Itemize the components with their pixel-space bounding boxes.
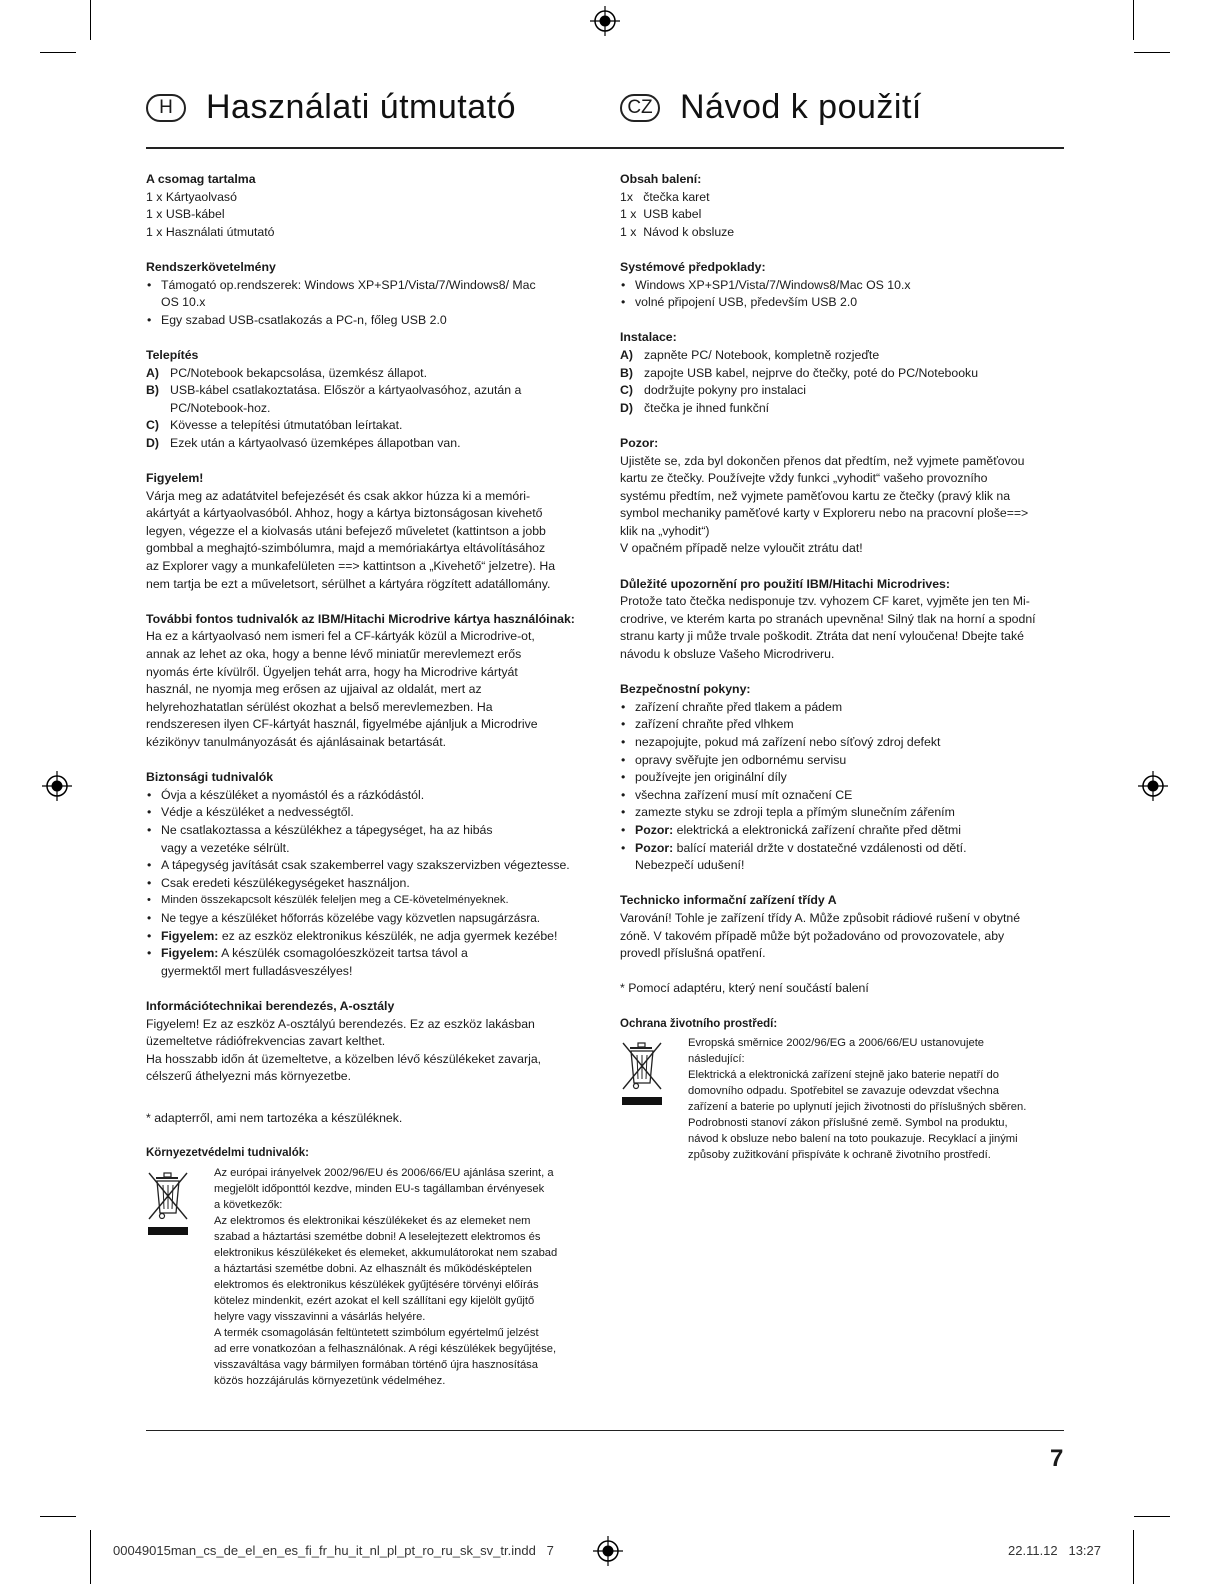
registration-mark-icon — [42, 771, 72, 801]
cz-page-title: Návod k použití — [680, 88, 922, 126]
hu-microdrive-line: helyrehozhatatlan sérülést okozhat a belső merevlemezben. Ha — [146, 699, 493, 714]
page-number: 7 — [1050, 1445, 1064, 1472]
cz-attention-heading: Pozor: — [620, 435, 659, 450]
registration-mark-icon — [593, 1536, 623, 1566]
weee-bin-icon — [620, 1035, 688, 1163]
cz-safety-item — [620, 804, 1068, 822]
hu-microdrive-line: Ha ez a kártyaolvasó nem ismeri fel a CF-kártyák közül a Microdrive-ot, — [146, 629, 535, 644]
hu-environment-line: visszaváltása vagy bármilyen formában történő újra hasznosítása — [214, 1358, 538, 1371]
crop-mark — [1134, 52, 1170, 53]
hu-install-step — [146, 435, 594, 453]
cz-safety-item — [620, 840, 1005, 875]
hu-package-section — [146, 171, 594, 241]
hu-environment-line: Az elektromos és elektronikai készülékeket és az elemeket nem — [214, 1214, 531, 1227]
hu-package-line: 1 x Használati útmutató — [146, 224, 275, 239]
hu-environment-heading: Környezetvédelmi tudnivalók: — [146, 1147, 309, 1160]
cz-attention-line: kartu ze čtečky. Používejte vždy funkci „vyhodit“ vašeho provozního — [620, 471, 988, 486]
crop-mark — [90, 1530, 91, 1584]
print-slug-filename: 00049015man_cs_de_el_en_es_fi_fr_hu_it_nl_pl_pt_ro_ru_sk_sv_tr.indd 7 — [113, 1543, 554, 1558]
cz-safety-item — [620, 752, 1068, 770]
hu-attention-line: Várja meg az adatátvitel befejezését és csak akkor húzza ki a memóri- — [146, 488, 531, 503]
cz-requirements-section — [620, 259, 1068, 312]
hu-requirement-item: • Egy szabad USB-csatlakozás a PC-n, főleg USB 2.0 — [146, 312, 594, 330]
hu-environment-section — [146, 1145, 594, 1389]
crop-mark — [40, 52, 76, 53]
item-text: A tápegység javítását csak szakemberrel vagy szakszervizben végeztesse. — [161, 858, 570, 873]
crop-mark — [1133, 0, 1134, 40]
item-text: A készülék csomagolóeszközeit tartsa távol a gyermektől mert fulladásveszélyes! — [161, 946, 468, 978]
step-text: PC/Notebook bekapcsolása, üzemkész állapot. — [170, 365, 428, 380]
item-bold: Figyelem: — [161, 928, 219, 943]
hu-install-heading: Telepítés — [146, 347, 199, 362]
cz-attention-line: klik na „vyhodit“) — [620, 523, 710, 538]
hu-environment-line: ad erre vonatkozóan a felhasználónak. A régi készülékek begyűjtése, — [214, 1342, 557, 1355]
cz-attention-line: Ujistěte se, zda byl dokončen přenos dat předtím, než vyjmete paměťovou — [620, 453, 1025, 468]
cz-microdrive-line: Protože tato čtečka nedisponuje tzv. vyhozem CF karet, vyjměte jen ten Mi- — [620, 594, 1030, 609]
item-text: všechna zařízení musí mít označení CE — [635, 787, 853, 802]
cz-package-line: 1 x Návod k obsluze — [620, 224, 735, 239]
hu-environment-line: Az európai irányelvek 2002/96/EU és 2006/66/EU ajánlása szerint, a — [214, 1166, 554, 1179]
cz-install-step — [620, 400, 1068, 418]
cz-microdrive-heading: Důležité upozornění pro použití IBM/Hitachi Microdrives: — [620, 576, 950, 591]
cz-attention-section — [620, 435, 1068, 558]
hu-microdrive-heading: További fontos tudnivalók az IBM/Hitachi Microdrive kártya használóinak: — [146, 611, 575, 626]
item-text: zařízení chraňte před vlhkem — [635, 717, 794, 732]
hu-attention-section — [146, 470, 594, 593]
hu-attention-line: gombbal a meghajtó-szimbólumra, majd a memóriakártya eltávolításához — [146, 541, 546, 556]
hu-microdrive-line: kézikönyv tanulmányozását és ajánlásainak betartását. — [146, 735, 447, 749]
step-text: USB-kábel csatlakoztatása. Először a kártyaolvasóhoz, azután a PC/Notebook-hoz. — [170, 383, 522, 415]
cz-environment-line: domovního odpadu. Spotřebitel se zavazuje odevzdat všechna — [688, 1085, 999, 1098]
item-text: Ne tegye a készüléket hőforrás közelébe vagy közvetlen napsugárzásra. — [161, 910, 541, 925]
cz-footnote: * Pomocí adaptéru, který není součástí balení — [620, 981, 869, 996]
cz-requirements-heading: Systémové předpoklady: — [620, 259, 766, 274]
cz-safety-item — [620, 822, 1068, 840]
hu-package-line: 1 x USB-kábel — [146, 207, 225, 222]
hu-class-a-line: Ha hosszabb időn át üzemeltetve, a közelben lévő készülékeket zavarja, — [146, 1051, 542, 1066]
hu-environment-line: kötelez mindenkit, ezért azokat el kell szállítani egy kijelölt gyűjtő — [214, 1294, 535, 1307]
step-text: zapojte USB kabel, nejprve do čtečky, poté do PC/Notebooku — [644, 365, 979, 380]
hu-class-a-heading: Információtechnikai berendezés, A-osztály — [146, 998, 395, 1013]
hu-class-a-section — [146, 998, 594, 1086]
hu-safety-item — [146, 857, 594, 875]
cz-class-a-heading: Technicko informační zařízení třídy A — [620, 893, 837, 908]
cz-header — [620, 88, 922, 127]
item-text: Csak eredeti készülékegységeket használjon. — [161, 875, 410, 890]
hu-class-a-line: célszerű áthelyezni más környezetbe. — [146, 1069, 352, 1084]
item-bold: Figyelem: — [161, 946, 219, 961]
header-rule — [146, 147, 1064, 149]
cz-package-section — [620, 171, 1068, 241]
cz-package-line: 1 x USB kabel — [620, 207, 702, 222]
hu-attention-line: legyen, végezze el a kiolvasás utáni befejező műveletet (kattintson a jobb — [146, 523, 546, 538]
hu-attention-line: akártyát a kártyaolvasóból. Ahhoz, hogy a kártya biztonságosan kivehető — [146, 506, 543, 521]
crop-mark — [1133, 1530, 1134, 1584]
hu-safety-item — [146, 787, 594, 805]
cz-environment-line: Evropská směrnice 2002/96/EG a 2006/66/EU ustanovujete — [688, 1037, 985, 1050]
hu-footnote: * adapterről, ami nem tartozéka a készüléknek. — [146, 1110, 403, 1125]
footer-rule — [146, 1430, 1064, 1431]
step-key: B) — [146, 383, 159, 398]
hu-install-section — [146, 347, 594, 453]
item-text: Védje a készüléket a nedvességtől. — [161, 805, 354, 820]
step-key: D) — [146, 435, 159, 450]
cz-requirement-item: • volné připojení USB, především USB 2.0 — [620, 294, 1068, 312]
cz-microdrive-line: návodu k obsluze Vašeho Microdriveru. — [620, 647, 835, 662]
cz-install-heading: Instalace: — [620, 330, 677, 345]
hu-class-a-line: Figyelem! Ez az eszköz A-osztályú berendezés. Ez az eszköz lakásban — [146, 1016, 535, 1031]
hu-safety-item — [146, 875, 594, 893]
hu-requirements-heading: Rendszerkövetelmény — [146, 259, 276, 274]
item-bold: Pozor: — [635, 840, 674, 855]
cz-environment-line: způsoby zužitkování přispíváte k ochraně životního prostředí. — [688, 1149, 991, 1162]
hu-safety-section — [146, 769, 594, 980]
hu-microdrive-line: használ, ne nyomja meg erősen az ujjaival az oldalát, mert az — [146, 682, 482, 697]
cz-safety-section — [620, 681, 1068, 875]
cz-environment-heading: Ochrana životního prostředí: — [620, 1017, 778, 1030]
hu-safety-item — [146, 910, 594, 928]
hu-attention-heading: Figyelem! — [146, 471, 204, 486]
hu-class-a-line: üzemeltetve rádiófrekvencias zavart kelthet. — [146, 1034, 386, 1049]
step-text: dodržujte pokyny pro instalaci — [644, 383, 806, 398]
hu-attention-line: nem tartja be ezt a műveletsort, sérülhet a kártyára rögzített adatállomány. — [146, 576, 551, 591]
cz-attention-line: symbol mechaniky paměťové karty v Exploreru nebo na pracovní ploše==> — [620, 506, 1029, 521]
cz-requirement-item: • Windows XP+SP1/Vista/7/Windows8/Mac OS 10.x — [620, 277, 1068, 295]
cz-environment-line: následující: — [688, 1053, 745, 1066]
hu-requirements-section — [146, 259, 594, 329]
step-key: C) — [146, 418, 159, 433]
hu-safety-heading: Biztonsági tudnivalók — [146, 770, 274, 785]
item-text: Ne csatlakoztassa a készülékhez a tápegységet, ha az hibás vagy a vezetéke sélrült. — [161, 822, 493, 855]
cz-safety-item — [620, 699, 1068, 717]
hu-environment-line: szabad a háztartási szemétbe dobni! A leselejtezett elektromos és — [214, 1230, 541, 1243]
hu-package-line: 1 x Kártyaolvasó — [146, 189, 237, 204]
item-text: balící materiál držte v dostatečné vzdálenosti od dětí. Nebezpečí udušení! — [635, 840, 967, 873]
cz-class-a-line: Varování! Tohle je zařízení třídy A. Může způsobit rádiové rušení v obytné — [620, 910, 1021, 925]
hu-header — [146, 88, 516, 127]
hu-environment-line: elektronikus készülékeket és elemeket, akkumulátorokat nem szabad — [214, 1246, 558, 1259]
item-text: používejte jen originální díly — [635, 770, 787, 785]
hu-environment-line: elektromos és elektronikus készülékek gyűjtésére törvényi előírás — [214, 1278, 539, 1291]
step-key: A) — [146, 365, 159, 380]
item-text: ez az eszköz elektronikus készülék, ne adja gyermek kezébe! — [218, 928, 558, 943]
cz-language-badge: CZ — [620, 94, 660, 122]
crop-mark — [1134, 1516, 1170, 1517]
hu-safety-item — [146, 945, 491, 980]
cz-environment-line: Elektrická a elektronická zařízení stejně jako baterie nepatří do — [688, 1069, 999, 1082]
cz-package-heading: Obsah balení: — [620, 172, 702, 186]
cz-package-line: 1x čtečka karet — [620, 189, 710, 204]
cz-safety-item — [620, 716, 1068, 734]
step-text: Kövesse a telepítési útmutatóban leírtakat. — [170, 418, 403, 433]
item-text: zařízení chraňte před tlakem a pádem — [635, 699, 843, 714]
hu-install-step — [146, 417, 594, 435]
hu-install-step — [146, 382, 530, 417]
registration-mark-icon — [1138, 771, 1168, 801]
hu-microdrive-line: nyomás érte kívülről. Ügyeljen tehát arra, hogy ha Microdrive kártyát — [146, 664, 518, 679]
item-bold: Pozor: — [635, 822, 674, 837]
hu-requirement-item: • Támogató op.rendszerek: Windows XP+SP1/Vista/7/Windows8/ Mac OS 10.x — [146, 277, 541, 312]
cz-column — [620, 171, 1068, 1163]
hu-page-title: Használati útmutató — [206, 88, 516, 126]
cz-environment-section — [620, 1016, 1068, 1164]
hu-safety-item — [146, 928, 594, 946]
crop-mark — [90, 0, 91, 40]
hu-column — [146, 171, 594, 1389]
cz-install-step — [620, 365, 1068, 383]
item-text: zamezte styku se zdroji tepla a přímým slunečním zářením — [635, 805, 955, 820]
weee-bin-icon — [146, 1165, 214, 1389]
hu-attention-line: az Explorer vagy a munkafelületen ==> kattintson a „Kivehető“ jelzetre). Ha — [146, 559, 556, 574]
cz-safety-item — [620, 769, 1068, 787]
item-text: opravy svěřujte jen odbornému servisu — [635, 752, 847, 767]
step-key: A) — [620, 347, 633, 362]
cz-safety-heading: Bezpečnostní pokyny: — [620, 682, 751, 697]
cz-safety-item — [620, 734, 1068, 752]
cz-environment-line: Podrobnosti stanoví zákon příslušné země. Symbol na produktu, — [688, 1117, 1008, 1130]
hu-environment-line: A termék csomagolásán feltüntetett szimbólum egyértelmű jelzést — [214, 1326, 539, 1339]
hu-safety-item — [146, 822, 511, 857]
cz-class-a-section — [620, 892, 1068, 962]
hu-environment-line: helyre vagy visszavinni a vásárlás helyére. — [214, 1310, 426, 1323]
print-slug-datetime: 22.11.12 13:27 — [1008, 1543, 1102, 1558]
hu-environment-line: megjelölt időponttól kezdve, minden EU-s tagállamban érvényesek — [214, 1182, 545, 1195]
hu-language-badge: H — [146, 94, 186, 122]
hu-microdrive-section — [146, 611, 594, 752]
hu-microdrive-line: rendszeresen ilyen CF-kártyát használ, figyelmébe ajánljuk a Microdrive — [146, 717, 538, 732]
step-text: Ezek után a kártyaolvasó üzemképes állapotban van. — [170, 435, 461, 450]
cz-install-section — [620, 329, 1068, 417]
cz-safety-item — [620, 787, 1068, 805]
cz-environment-line: zařízení a baterie po uplynutí jejich životnosti do příslušných sběren. — [688, 1101, 1027, 1114]
step-text: zapněte PC/ Notebook, kompletně rozjeďte — [644, 347, 880, 362]
item-text: nezapojujte, pokud má zařízení nebo síťový zdroj defekt — [635, 735, 941, 749]
registration-mark-icon — [590, 6, 620, 36]
hu-package-heading: A csomag tartalma — [146, 172, 256, 186]
crop-mark — [40, 1516, 76, 1517]
step-key: B) — [620, 365, 633, 380]
cz-class-a-line: zóně. V takovém případě může být požadováno od provozovatele, aby — [620, 928, 1005, 943]
item-text: Óvja a készüléket a nyomástól és a rázkódástól. — [161, 787, 425, 802]
item-text: Minden összekapcsolt készülék feleljen meg a CE-követelményeknek. — [161, 894, 509, 907]
hu-environment-line: közös hozzájárulás környezetünk védelméhez. — [214, 1374, 446, 1387]
cz-install-step — [620, 382, 1068, 400]
hu-environment-line: a háztartási szemétbe dobni. Az elhasznált és működésképtelen — [214, 1262, 532, 1275]
cz-microdrive-section — [620, 576, 1068, 664]
hu-safety-item — [146, 804, 594, 822]
step-text: čtečka je ihned funkční — [644, 400, 770, 415]
cz-attention-line: systému předtím, než vyjmete paměťovou kartu ze čtečky (pravý klik na — [620, 488, 1011, 503]
hu-environment-line: a következők: — [214, 1198, 283, 1211]
hu-install-step — [146, 365, 594, 383]
cz-install-step — [620, 347, 1068, 365]
hu-safety-item — [146, 892, 594, 910]
item-text: elektrická a elektronická zařízení chraňte před dětmi — [673, 822, 962, 837]
hu-microdrive-line: annak az lehet az oka, hogy a benne lévő miniatűr merevlemezt erős — [146, 647, 522, 662]
step-key: C) — [620, 383, 633, 398]
step-key: D) — [620, 400, 633, 415]
cz-class-a-line: provedl příslušná opatření. — [620, 946, 766, 961]
cz-microdrive-line: crodrive, ve kterém karta po stranách upevněna! Silný tlak na horní a spodní — [620, 611, 1036, 626]
cz-environment-line: návod k obsluze nebo balení na toto poukazuje. Recyklací a jinými — [688, 1133, 1018, 1146]
cz-microdrive-line: stranu karty ji může trvale poškodit. Ztráta dat není vyloučena! Dbejte také — [620, 629, 1024, 644]
cz-attention-line: V opačném případě nelze vyloučit ztrátu dat! — [620, 541, 863, 556]
